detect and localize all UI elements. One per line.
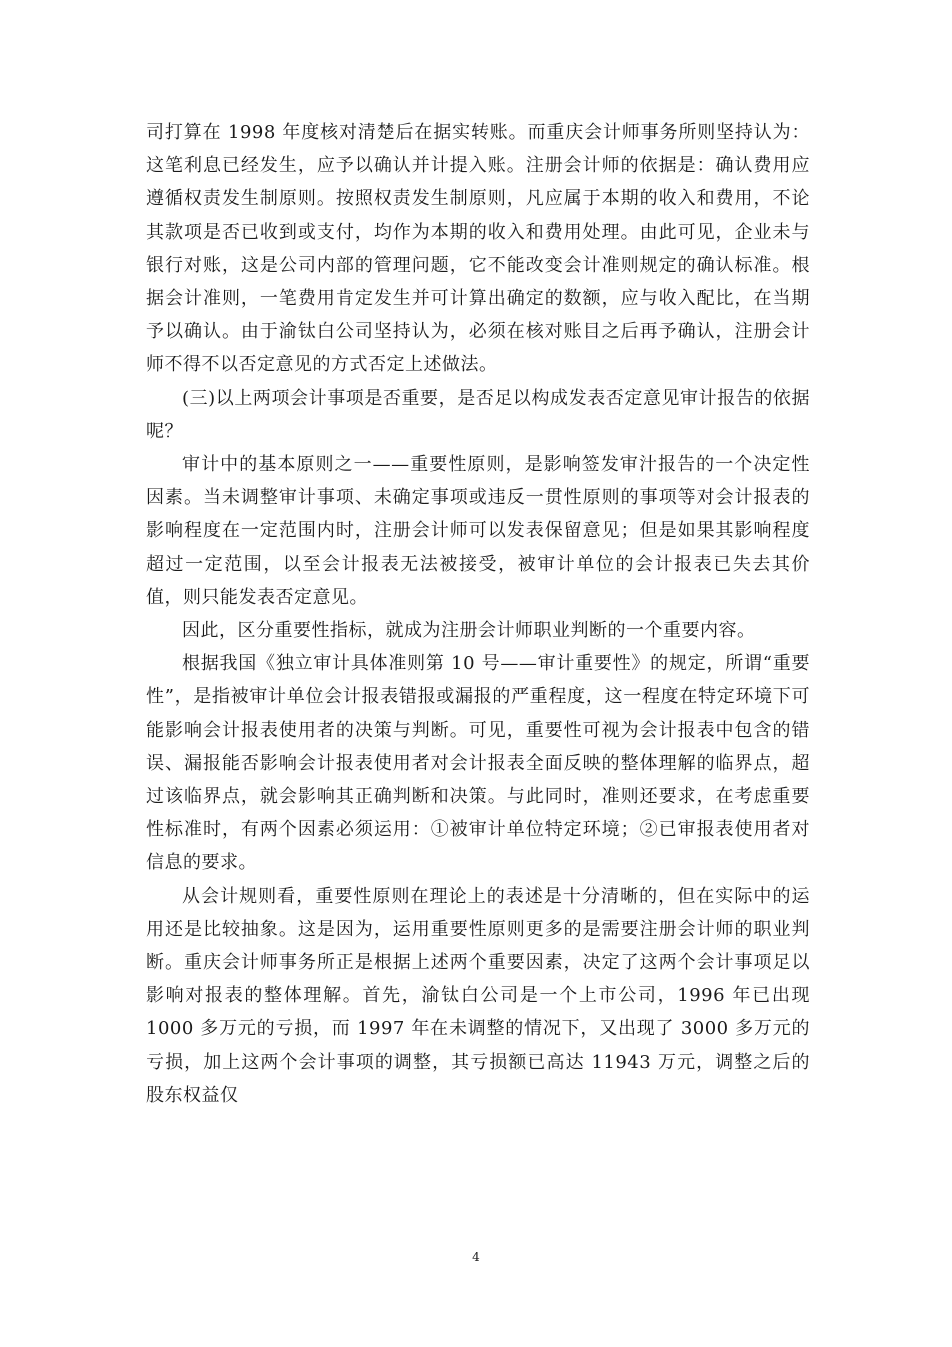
paragraph-materiality-indicator: 因此，区分重要性指标，就成为注册会计师职业判断的一个重要内容。 (182, 620, 756, 642)
document-body (146, 116, 810, 1112)
paragraph-materiality-principle: 审计中的基本原则之一——重要性原则，是影响签发审汁报告的一个决定性因素。当未调整审计事项、未确定事项或违反一贯性原则的事项等对会计报表的影响程度在一定范围内时，注册会计师可以发表保留意见；但是如果其影响程度超过一定范围，以至会计报表无法被接受，被审计单位的会计报表已失去其价值，则只能发表否定意见。 (146, 454, 810, 608)
page-number: 4 (472, 1250, 480, 1264)
paragraph-continued-interest: 司打算在 1998 年度核对清楚后在据实转账。而重庆会计师事务所则坚持认为：这笔利息已经发生，应予以确认并计提入账。注册会计师的依据是：确认费用应遵循权责发生制原则。按照权责发生制原则，凡应属于本期的收入和费用，不论其款项是否已收到或支付，均作为本期的收入和费用处理。由此可见，企业未与银行对账，这是公司内部的管理问题，它不能改变会计准则规定的确认标准。根据会计准则，一笔费用肯定发生并可计算出确定的数额，应与收入配比，在当期予以确认。由于渝钛白公司坚持认为，必须在核对账目之后再予确认，注册会计师不得不以否定意见的方式否定上述做法。 (146, 122, 810, 376)
paragraph-accounting-rules-view: 从会计规则看，重要性原则在理论上的表述是十分清晰的，但在实际中的运用还是比较抽象。这是因为，运用重要性原则更多的是需要注册会计师的职业判断。重庆会计师事务所正是根据上述两个重要因素，决定了这两个会计事项足以影响对报表的整体理解。首先，渝钛白公司是一个上市公司，1996 年已出现 1000 多万元的亏损，而 1997 年在未调整的情况下，又出现了 3000 多万元的亏损，加上这两个会计事项的调整，其亏损额已高达 11943 万元，调整之后的股东权益仅 (146, 885, 810, 1106)
paragraph-section-three-question: (三)以上两项会计事项是否重要，是否足以构成发表否定意见审计报告的依据呢？ (146, 387, 810, 442)
paragraph-audit-standard-definition: 根据我国《独立审计具体准则第 10 号——审计重要性》的规定，所谓“重要性”，是指被审计单位会计报表错报或漏报的严重程度，这一程度在特定环境下可能影响会计报表使用者的决策与判断。可见，重要性可视为会计报表中包含的错误、漏报能否影响会计报表使用者对会计报表全面反映的整体理解的临界点，超过该临界点，就会影响其正确判断和决策。与此同时，准则还要求，在考虑重要性标准时，有两个因素必须运用：①被审计单位特定环境；②已审报表使用者对信息的要求。 (146, 653, 810, 874)
